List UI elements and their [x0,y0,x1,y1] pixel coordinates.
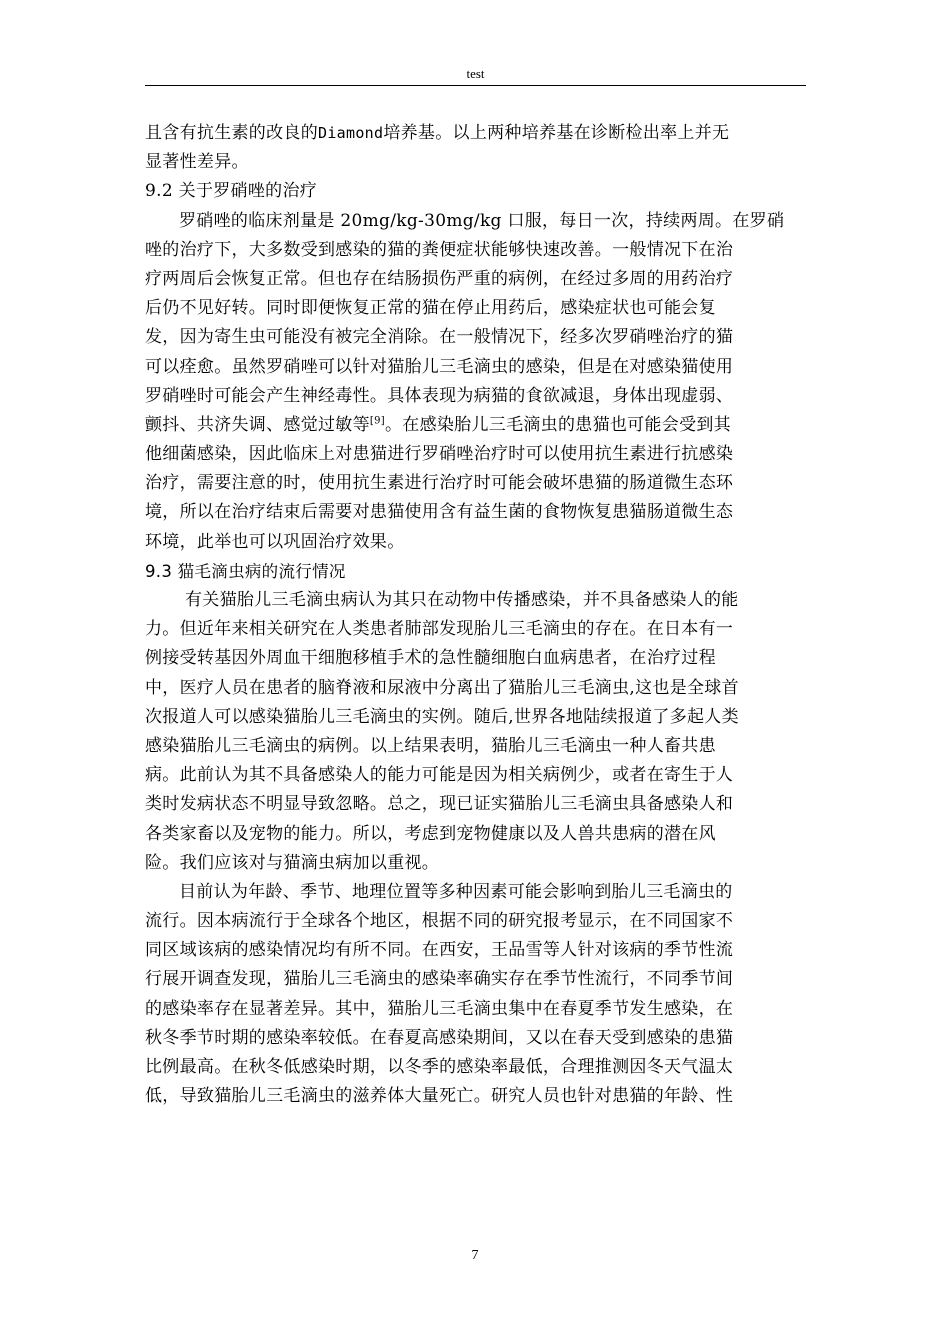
text-run: 颤抖、共济失调、感觉过敏等 [145,414,370,435]
paragraph-line: 力。但近年来相关研究在人类患者肺部发现胎儿三毛滴虫的存在。在日本有一 [145,619,734,640]
paragraph-line: 有关猫胎儿三毛滴虫病认为其只在动物中传播感染，并不具备感染人的能 [185,590,739,610]
paragraph-line: 同区域该病的感染情况均有所不同。在西安，王品雪等人针对该病的季节性流 [145,940,734,961]
paragraph-line: 流行。因本病流行于全球各个地区，根据不同的研究报考显示，在不同国家不 [145,911,734,932]
paragraph-line: 的感染率存在显著差异。其中，猫胎儿三毛滴虫集中在春夏季节发生感染，在 [145,998,734,1019]
section-heading-9-3: 9.3 猫毛滴虫病的流行情况 [145,561,346,581]
paragraph-line: 秋冬季节时期的感染率较低。在春夏高感染期间，又以在春天受到感染的患猫 [145,1027,734,1048]
header-rule [145,85,806,86]
text-run: 。在感染胎儿三毛滴虫的患猫也可能会受到其 [384,414,731,435]
paragraph-line: 可以痊愈。虽然罗硝唑可以针对猫胎儿三毛滴虫的感染，但是在对感染猫使用 [145,356,734,377]
paragraph-line: 类时发病状态不明显导致忽略。总之，现已证实猫胎儿三毛滴虫具备感染人和 [145,794,734,815]
paragraph-line: 各类家畜以及宠物的能力。所以，考虑到宠物健康以及人兽共患病的潜在风 [145,823,716,844]
paragraph-line: 疗两周后会恢复正常。但也存在结肠损伤严重的病例，在经过多周的用药治疗 [145,268,734,289]
citation-ref: [9] [369,415,385,427]
paragraph-line: 发，因为寄生虫可能没有被完全消除。在一般情况下，经多次罗硝唑治疗的猫 [145,327,734,348]
paragraph-line: 感染猫胎儿三毛滴虫的病例。以上结果表明，猫胎儿三毛滴虫一种人畜共患 [145,735,716,756]
paragraph-line: 境，所以在治疗结束后需要对患猫使用含有益生菌的食物恢复患猫肠道微生态 [145,502,734,523]
text-run: 培养基。以上两种培养基在诊断检出率上并无 [383,123,730,143]
paragraph-line: 他细菌感染，因此临床上对患猫进行罗硝唑治疗时可以使用抗生素进行抗感染 [145,444,734,465]
paragraph-line: 次报道人可以感染猫胎儿三毛滴虫的实例。随后,世界各地陆续报道了多起人类 [145,706,739,727]
page-number: 7 [471,1248,479,1263]
text-run: 且含有抗生素的改良的 [145,123,318,143]
text-run-diamond: Diamond [318,124,384,142]
paragraph-line: 中，医疗人员在患者的脑脊液和尿液中分离出了猫胎儿三毛滴虫,这也是全球首 [145,677,739,698]
paragraph-line: 目前认为年龄、季节、地理位置等多种因素可能会影响到胎儿三毛滴虫的 [179,881,733,902]
paragraph-line: 行展开调查发现，猫胎儿三毛滴虫的感染率确实存在季节性流行，不同季节间 [145,969,734,990]
paragraph-line: 险。我们应该对与猫滴虫病加以重视。 [145,852,440,873]
paragraph-line: 治疗，需要注意的时，使用抗生素进行治疗时可能会破坏患猫的肠道微生态环 [145,473,734,494]
paragraph-line: 后仍不见好转。同时即便恢复正常的猫在停止用药后，感染症状也可能会复 [145,298,716,319]
paragraph-line: 显著性差异。 [145,152,249,173]
paragraph-line: 环境，此举也可以巩固治疗效果。 [145,531,405,552]
paragraph-line [145,411,806,440]
paragraph-line: 例接受转基因外周血干细胞移植手术的急性髓细胞白血病患者，在治疗过程 [145,648,716,669]
paragraph-line: 低，导致猫胎儿三毛滴虫的滋养体大量死亡。研究人员也针对患猫的年龄、性 [145,1086,734,1107]
paragraph-line: 病。此前认为其不具备感染人的能力可能是因为相关病例少，或者在寄生于人 [145,765,734,786]
paragraph-line: 唑的治疗下，大多数受到感染的猫的粪便症状能够快速改善。一般情况下在治 [145,239,734,260]
paragraph-line [145,119,806,148]
paragraph-line: 罗硝唑时可能会产生神经毒性。具体表现为病猫的食欲减退，身体出现虚弱、 [145,385,734,406]
paragraph-line: 罗硝唑的临床剂量是 20mg/kg-30mg/kg 口服，每日一次，持续两周。在罗硝 [179,210,785,231]
section-heading-9-2: 9.2 关于罗硝唑的治疗 [145,181,318,202]
page-body [145,119,806,1111]
page-header: test [466,66,485,81]
paragraph-line: 比例最高。在秋冬低感染时期，以冬季的感染率最低，合理推测因冬天气温太 [145,1057,734,1077]
